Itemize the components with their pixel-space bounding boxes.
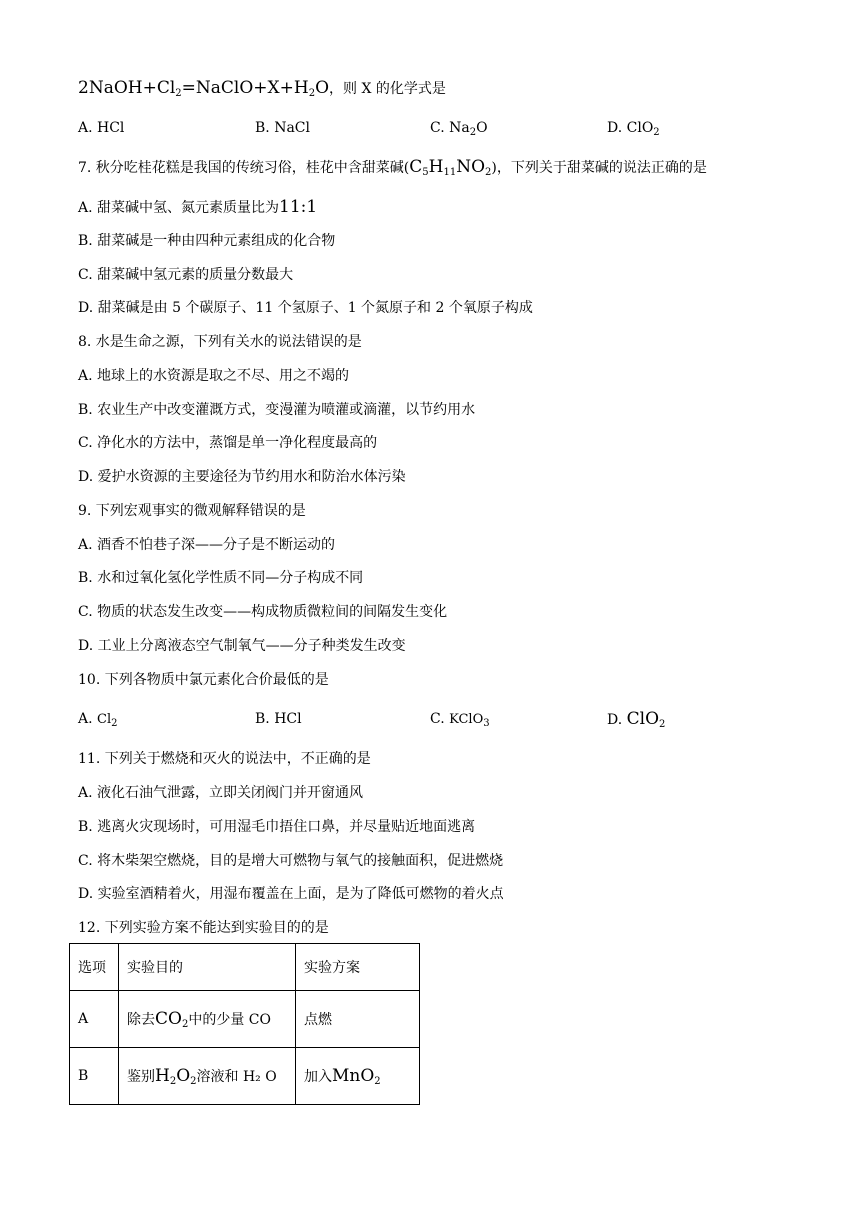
- row-b-purpose: [119, 1048, 296, 1105]
- eq-part: =NaClO+X+H: [181, 78, 309, 98]
- f-part: C: [409, 157, 423, 177]
- q8-option-c[interactable]: C. 净化水的方法中，蒸馏是单一净化程度最高的: [78, 435, 378, 451]
- q10-option-b[interactable]: B. HCl: [255, 711, 302, 727]
- q7-option-b[interactable]: B. 甜菜碱是一种由四种元素组成的化合物: [78, 233, 336, 249]
- opt-sub: 2: [653, 127, 660, 138]
- cell-sub: 2: [181, 1018, 189, 1030]
- q8-stem: 8. 水是生命之源，下列有关水的说法错误的是: [78, 334, 362, 350]
- opt-formula: Cl: [97, 712, 112, 727]
- cell-formula: MnO: [332, 1065, 375, 1086]
- f-sub: 11: [443, 167, 457, 178]
- cell-text: 加入: [304, 1068, 332, 1085]
- cell-sub: 2: [374, 1075, 381, 1087]
- q9-option-b[interactable]: B. 水和过氧化氢化学性质不同—分子构成不同: [78, 570, 364, 586]
- cell-sub: 2: [190, 1075, 197, 1087]
- q7-option-c[interactable]: C. 甜菜碱中氢元素的质量分数最大: [78, 267, 294, 283]
- row-a-option: A: [70, 991, 119, 1048]
- row-a-plan: 点燃: [296, 991, 420, 1048]
- ratio: 11:1: [279, 197, 318, 217]
- header-purpose: 实验目的: [119, 944, 296, 991]
- opt-sub: 2: [659, 719, 666, 730]
- cell-text: 鉴别: [127, 1068, 155, 1085]
- f-part: H: [428, 157, 444, 177]
- opt-label: A.: [78, 711, 93, 727]
- opt-text: O: [476, 120, 488, 136]
- q9-option-d[interactable]: D. 工业上分离液态空气制氧气——分子种类发生改变: [78, 638, 406, 654]
- q11-stem: 11. 下列关于燃烧和灭火的说法中，不正确的是: [78, 751, 371, 767]
- table-header-row: [70, 944, 420, 991]
- q11-option-b[interactable]: B. 逃离火灾现场时，可用湿毛巾捂住口鼻，并尽量贴近地面逃离: [78, 819, 476, 835]
- f-sub: 5: [422, 167, 429, 178]
- row-b-option: B: [70, 1048, 119, 1105]
- opt-text: D. ClO: [607, 120, 654, 136]
- cell-text: 中的少量 CO: [188, 1011, 271, 1028]
- q6-option-b[interactable]: B. NaCl: [255, 120, 310, 136]
- cell-formula: O: [176, 1065, 191, 1086]
- header-option: 选项: [70, 944, 119, 991]
- row-a-purpose: [119, 991, 296, 1048]
- table-row: [70, 1048, 420, 1105]
- f-part: NO: [456, 157, 486, 177]
- q8-option-b[interactable]: B. 农业生产中改变灌溉方式，变漫灌为喷灌或滴灌，以节约用水: [78, 402, 476, 418]
- q7-option-d[interactable]: D. 甜菜碱是由 5 个碳原子、11 个氢原子、1 个氮原子和 2 个氧原子构成: [78, 300, 533, 316]
- q9-stem: 9. 下列宏观事实的微观解释错误的是: [78, 503, 306, 519]
- opt-label: C.: [430, 711, 445, 727]
- q8-option-a[interactable]: A. 地球上的水资源是取之不尽、用之不竭的: [78, 368, 350, 384]
- cell-sub: 2: [169, 1075, 177, 1087]
- eq-sub: 2: [175, 88, 182, 99]
- q6-option-a[interactable]: A. HCl: [78, 120, 125, 136]
- opt-label: D.: [607, 712, 623, 728]
- f-sub: 2: [485, 167, 492, 178]
- table-row: [70, 991, 420, 1048]
- opt-text: A. 甜菜碱中氢、氮元素质量比为: [78, 200, 280, 216]
- experiment-table: [69, 943, 420, 1105]
- q6-equation: [78, 78, 329, 98]
- q6-option-c[interactable]: [430, 118, 488, 143]
- q10-option-d[interactable]: [607, 709, 665, 735]
- opt-sub: 2: [111, 718, 118, 729]
- opt-text: C. Na: [430, 120, 470, 136]
- q6-equation-line: [78, 78, 446, 104]
- cell-formula: CO: [155, 1008, 182, 1029]
- q11-option-d[interactable]: D. 实验室酒精着火，用湿布覆盖在上面，是为了降低可燃物的着火点: [78, 886, 504, 902]
- opt-formula: ClO: [626, 709, 660, 729]
- opt-formula: KClO: [449, 712, 484, 727]
- cell-text: 除去: [127, 1011, 155, 1028]
- opt-sub: 3: [483, 718, 490, 729]
- stem-text: )，下列关于甜菜碱的说法正确的是: [491, 160, 707, 176]
- q6-option-d[interactable]: [607, 118, 660, 143]
- q7-option-a[interactable]: [78, 197, 317, 218]
- q6-stem-tail: ，则 X 的化学式是: [329, 81, 446, 97]
- q10-option-c[interactable]: [430, 709, 490, 734]
- cell-text: 溶液和 H₂ O: [196, 1068, 277, 1085]
- q11-option-a[interactable]: A. 液化石油气泄露，立即关闭阀门并开窗通风: [78, 785, 364, 801]
- q10-option-a[interactable]: [78, 709, 118, 734]
- q7-formula: [409, 157, 491, 177]
- stem-text: 7. 秋分吃桂花糕是我国的传统习俗，桂花中含甜菜碱(: [78, 160, 410, 176]
- q7-stem: [78, 157, 707, 183]
- cell-formula: H: [155, 1065, 170, 1086]
- q9-option-c[interactable]: C. 物质的状态发生改变——构成物质微粒间的间隔发生变化: [78, 604, 448, 620]
- q8-option-d[interactable]: D. 爱护水资源的主要途径为节约用水和防治水体污染: [78, 469, 406, 485]
- q10-stem: 10. 下列各物质中氯元素化合价最低的是: [78, 672, 329, 688]
- q9-option-a[interactable]: A. 酒香不怕巷子深——分子是不断运动的: [78, 537, 336, 553]
- q12-stem: 12. 下列实验方案不能达到实验目的的是: [78, 920, 329, 936]
- row-b-plan: [296, 1048, 420, 1105]
- eq-part: O: [315, 78, 330, 98]
- opt-sub: 2: [469, 127, 477, 138]
- eq-part: 2NaOH+Cl: [78, 78, 176, 98]
- header-plan: 实验方案: [296, 944, 420, 991]
- eq-sub: 2: [308, 88, 316, 99]
- q11-option-c[interactable]: C. 将木柴架空燃烧，目的是增大可燃物与氧气的接触面积，促进燃烧: [78, 853, 504, 869]
